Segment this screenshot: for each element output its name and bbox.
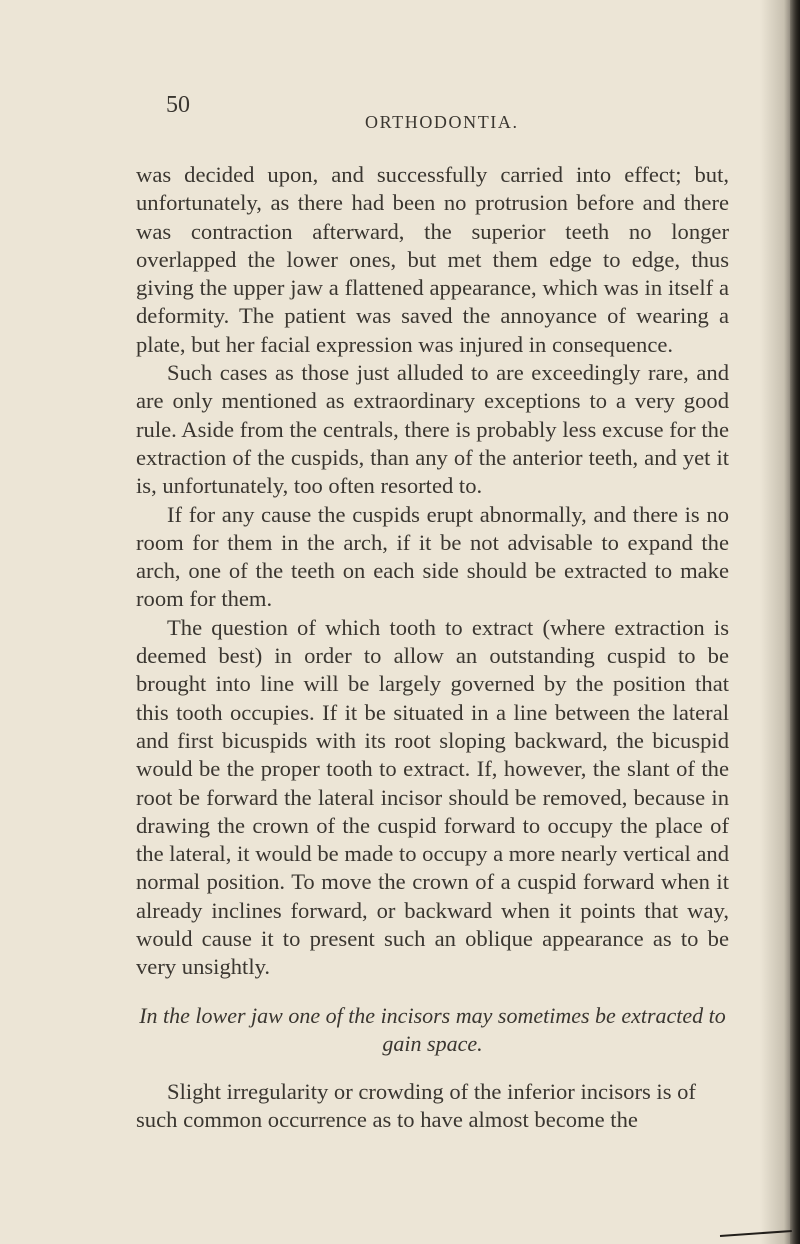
section-heading: In the lower jaw one of the incisors may sometimes be extracted to gain space. — [139, 1002, 726, 1056]
paragraph-continuation: was decided upon, and successfully carried into effect; but, unfortunately, as there had been no protrusion before and there was contraction afterward, the superior teeth no longer overlapped the lower ones, but met them edge to edge, thus giving the upper jaw a flattened appearance, which was in itself a deformity. The patient was saved the annoyance of wearing a plate, but her facial expression was injured in consequence. — [136, 162, 729, 357]
paragraph-tooth-extraction: The question of which tooth to extract (where extraction is deemed best) in order to allow an outstanding cuspid to be brought into line will be largely governed by the position that this tooth occupies. If it be situated in a line between the lateral and first bicuspids with its root sloping backward, the bicuspid would be the proper tooth to extract. If, however, the slant of the root be forward the lateral incisor should be removed, because in drawing the crown of the cuspid forward to occupy the place of the lateral, it would be made to occupy a more nearly vertical and normal position. To move the crown of a cuspid forward when it already inclines forward, or backward when it points that way, would cause it to present such an oblique appearance as to be very unsightly. — [136, 614, 729, 980]
page-text — [136, 161, 729, 1134]
paragraph-rare-cases: Such cases as those just alluded to are exceedingly rare, and are only mentioned as extraordinary exceptions to a very good rule. Aside from the centrals, there is probably less excuse for the extraction of the cuspids, than any of the anterior teeth, and yet it is, unfortunately, too often resorted to. — [136, 360, 729, 499]
page-number: 50 — [166, 92, 190, 118]
running-head: ORTHODONTIA. — [365, 112, 519, 132]
bottom-rule — [720, 1230, 792, 1237]
spine-shadow — [790, 0, 800, 1244]
paragraph-inferior-incisors: Slight irregularity or crowding of the inferior incisors is of such common occurrence as to have almost become the — [136, 1078, 696, 1132]
paragraph-cuspids-erupt: If for any cause the cuspids erupt abnormally, and there is no room for them in the arch, if it be not advisable to expand the arch, one of the teeth on each side should be extracted to make room for them. — [136, 501, 729, 612]
